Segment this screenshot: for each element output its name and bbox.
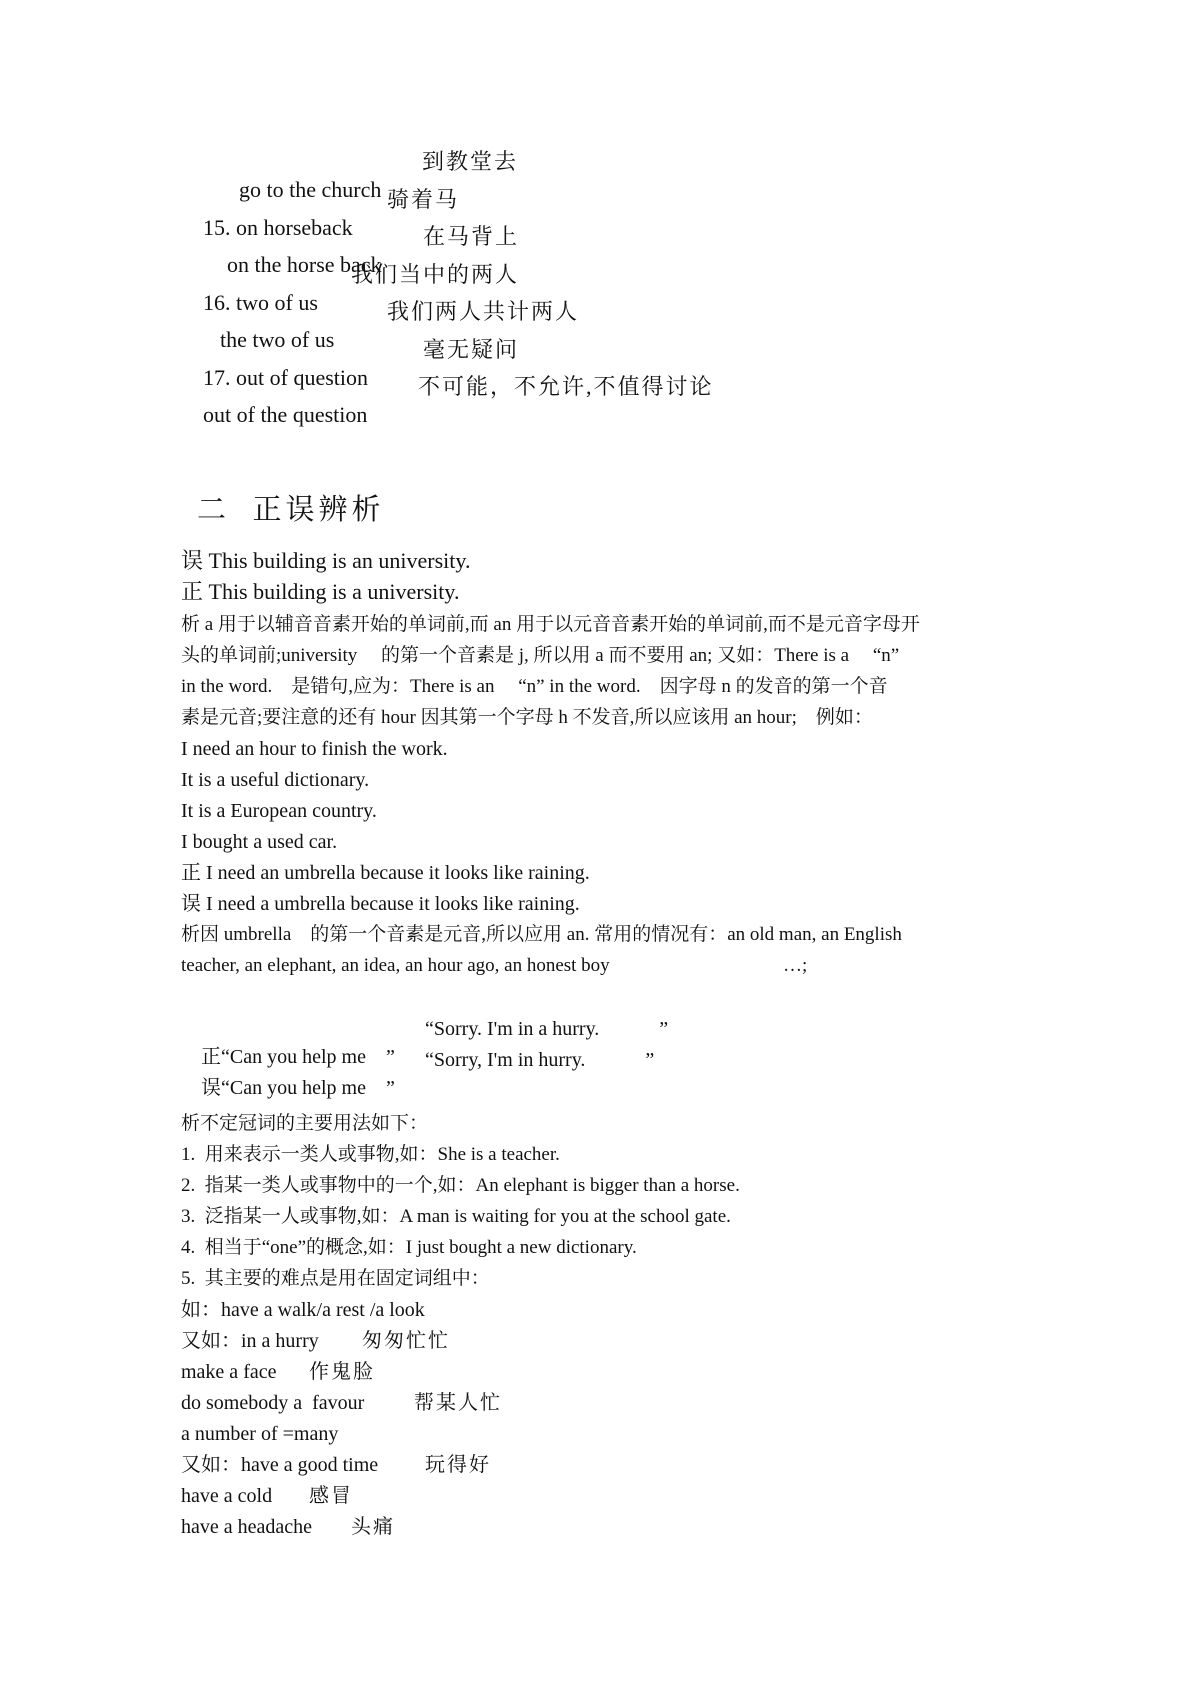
phrase-en: go to the church: [239, 177, 382, 202]
dialogue-mark: 正: [201, 1046, 221, 1068]
phrase-cn: 玩得好: [425, 1454, 491, 1476]
correct-example: 正 I need an umbrella because it looks like raining.: [181, 862, 590, 884]
wrong-example: 误 I need a umbrella because it looks like raining.: [181, 893, 580, 915]
phrase-cn: 在马背上: [423, 224, 520, 249]
phrase-en: have a cold: [181, 1485, 273, 1507]
example-sentence: I need an hour to finish the work.: [181, 738, 448, 760]
list-item: [181, 373, 367, 457]
phrase-en: on the horse back: [227, 252, 382, 277]
phrase-cn: 毫无疑问: [423, 337, 520, 362]
dialogue-answer: “Sorry, I'm in hurry. ”: [425, 1049, 655, 1071]
dialogue-question: “Can you help me ”: [221, 1046, 395, 1068]
dialogue-question: “Can you help me ”: [221, 1077, 395, 1099]
phrase-en: have a headache: [181, 1516, 313, 1538]
phrase-cn: 头痛: [351, 1516, 395, 1538]
dialogue-mark: 误: [201, 1077, 221, 1099]
analysis-line: teacher, an elephant, an idea, an hour ago, an honest boy: [181, 955, 610, 976]
analysis-line: in the word. 是错句,应为：There is an “n” in the word. 因字母 n 的发音的第一个音: [181, 676, 888, 697]
usage-item: 1. 用来表示一类人或事物,如：She is a teacher.: [181, 1144, 560, 1165]
example-sentence: I bought a used car.: [181, 831, 338, 853]
usage-item: 4. 相当于“one”的概念,如：I just bought a new dictionary.: [181, 1237, 637, 1258]
phrase-cn: 我们当中的两人: [351, 262, 520, 287]
phrase-cn: 到教堂去: [422, 149, 519, 174]
phrase-en: the two of us: [220, 327, 335, 352]
phrase-cn: 不可能，不允许,不值得讨论: [418, 374, 714, 399]
phrase-cn: 我们两人共计两人: [387, 299, 580, 324]
phrase-cn: 作鬼脸: [309, 1361, 375, 1383]
phrase-en: 16. two of us: [203, 290, 318, 315]
usage-item: 2. 指某一类人或事物中的一个,如：An elephant is bigger than a horse.: [181, 1175, 740, 1196]
phrase-en: do somebody a favour: [181, 1392, 365, 1414]
analysis-line: 头的单词前;university 的第一个音素是 j, 所以用 a 而不要用 an; 又如：There is a “n”: [181, 645, 900, 666]
example-sentence: It is a useful dictionary.: [181, 769, 370, 791]
phrase-en: make a face: [181, 1361, 277, 1383]
phrase-en: 17. out of question: [203, 365, 368, 390]
phrase-en: 又如：in a hurry: [181, 1330, 319, 1352]
phrase-en: out of the question: [203, 402, 368, 427]
phrase-cn: 帮某人忙: [414, 1392, 502, 1414]
phrase-cn: 匆匆忙忙: [362, 1330, 450, 1352]
phrase-en: a number of =many: [181, 1423, 339, 1445]
analysis-line: 析因 umbrella 的第一个音素是元音,所以应用 an. 常用的情况有：an old man, an English: [181, 924, 902, 945]
dialogue-answer: “Sorry. I'm in a hurry. ”: [425, 1018, 669, 1040]
usage-intro: 析不定冠词的主要用法如下：: [181, 1113, 429, 1134]
usage-item: 3. 泛指某一人或事物,如：A man is waiting for you at the school gate.: [181, 1206, 731, 1227]
analysis-ellipsis: …;: [783, 955, 808, 976]
phrase-en: 又如：have a good time: [181, 1454, 379, 1476]
wrong-example: 误 This building is an university.: [181, 548, 471, 573]
usage-item: 5. 其主要的难点是用在固定词组中：: [181, 1268, 490, 1289]
example-sentence: It is a European country.: [181, 800, 377, 822]
analysis-line: 素是元音;要注意的还有 hour 因其第一个字母 h 不发音,所以应该用 an hour; 例如：: [181, 707, 873, 728]
correct-example: 正 This building is a university.: [181, 579, 460, 604]
phrase-en: 15. on horseback: [203, 215, 353, 240]
phrase-cn: 骑着马: [387, 187, 460, 212]
phrase-cn: 感冒: [309, 1485, 353, 1507]
analysis-line: 析 a 用于以辅音音素开始的单词前,而 an 用于以元音音素开始的单词前,而不是元音字母开: [181, 614, 920, 635]
section-heading: 二 正误辨析: [197, 494, 385, 526]
phrase-en: 如：have a walk/a rest /a look: [181, 1299, 425, 1321]
